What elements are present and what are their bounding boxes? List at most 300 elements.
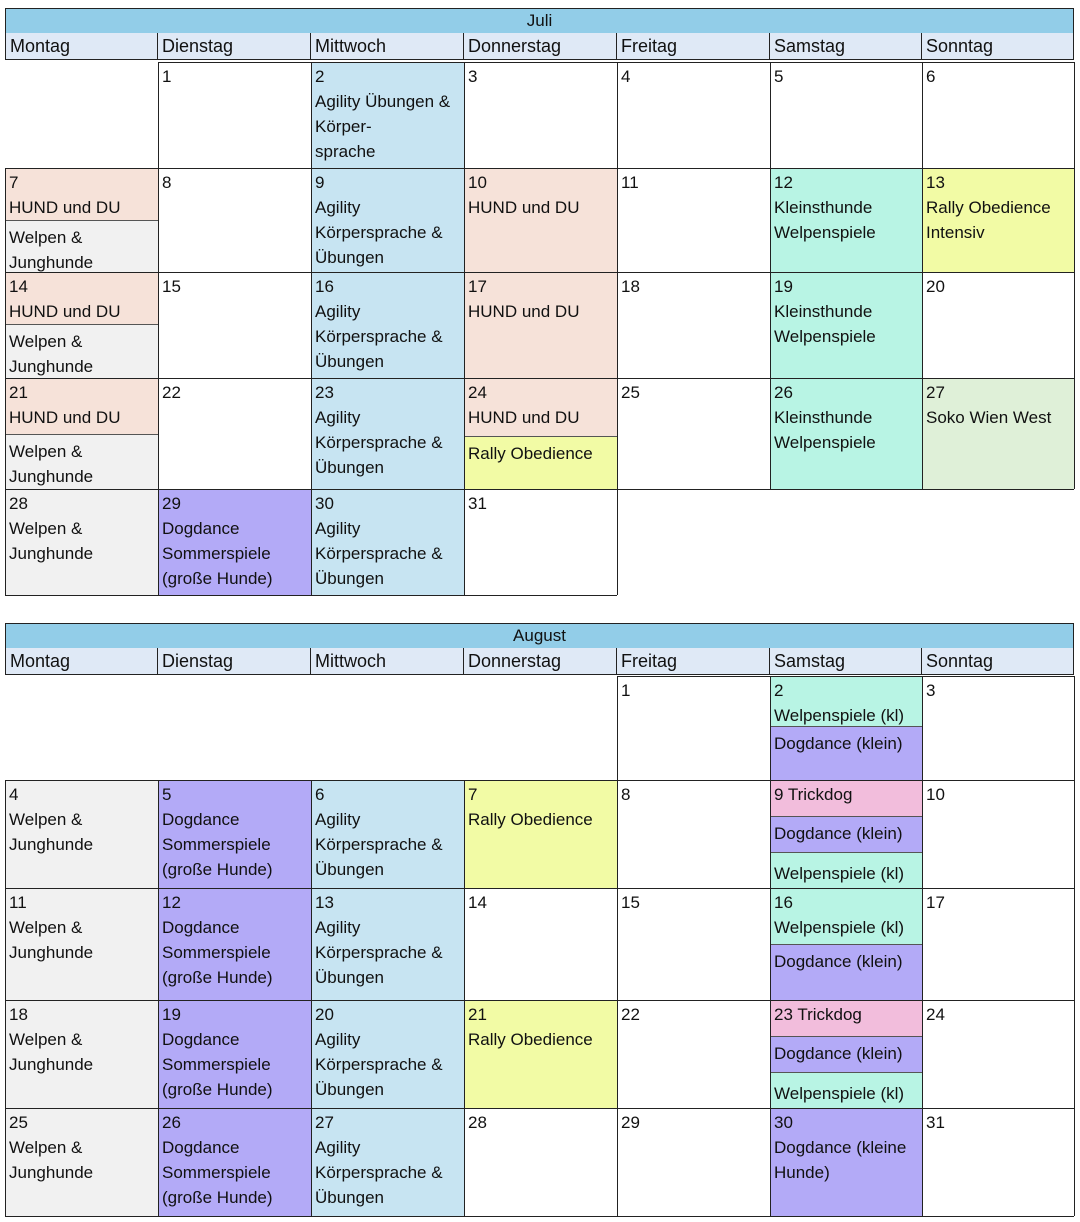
event-text: Welpen & [9, 1030, 83, 1049]
grid-line [617, 168, 618, 272]
weekday-samstag: Samstag [770, 648, 922, 675]
grid-line [158, 272, 311, 273]
grid-line [617, 888, 770, 889]
calendar-august [5, 623, 1074, 1216]
event-text: Soko Wien West [926, 408, 1052, 427]
weekday-freitag: Freitag [617, 33, 770, 60]
event-text: HUND und DU [9, 302, 121, 321]
day-cell [770, 272, 922, 378]
day-cell [617, 168, 770, 272]
grid-line [464, 272, 465, 378]
grid-line [617, 168, 770, 169]
event-text: Agility [315, 810, 361, 829]
day-number: 12 [162, 893, 181, 912]
weekday-montag: Montag [5, 33, 158, 60]
day-entry [158, 1000, 311, 1108]
day-number: 16 [774, 893, 793, 912]
day-number: 10 [926, 785, 945, 804]
day-cell [922, 780, 1074, 888]
grid-line [464, 168, 465, 272]
day-cell [922, 168, 1074, 272]
grid-line [922, 888, 923, 1000]
grid-line [617, 272, 618, 378]
day-number: 11 [9, 893, 27, 912]
grid-line [158, 62, 311, 63]
event-text: HUND und DU [468, 408, 580, 427]
day-entry [5, 888, 158, 1000]
day-entry [311, 378, 464, 489]
day-number: 25 [621, 383, 640, 402]
event-text: Dogdance (klein) [774, 1044, 903, 1063]
grid-line [922, 676, 1074, 677]
event-text: Übungen [315, 569, 385, 588]
weekday-montag: Montag [5, 648, 158, 675]
grid-line [311, 62, 312, 168]
day-number: 4 [621, 67, 631, 86]
entry-divider [770, 816, 922, 817]
event-text: Agility [315, 1138, 361, 1157]
grid-line [5, 168, 6, 272]
entry-divider [770, 852, 922, 853]
grid-line [617, 1000, 618, 1108]
day-cell [158, 62, 311, 168]
weekday-mittwoch: Mittwoch [311, 33, 464, 60]
event-text: Dogdance [162, 918, 240, 937]
event-text: Dogdance (klein) [774, 824, 903, 843]
day-number: 26 [162, 1113, 181, 1132]
grid-line [464, 1108, 617, 1109]
grid-line [464, 272, 617, 273]
grid-line [5, 780, 6, 888]
day-cell [311, 378, 464, 489]
grid-line [617, 489, 618, 595]
day-entry [617, 168, 770, 272]
event-text: (große Hunde) [162, 968, 273, 987]
extra-entry [5, 220, 158, 272]
day-cell [311, 62, 464, 168]
grid-line [770, 272, 922, 273]
day-number: 17 [926, 893, 945, 912]
event-text: (große Hunde) [162, 1080, 273, 1099]
day-entry [922, 676, 1074, 780]
day-entry [464, 1000, 617, 1108]
day-number: 3 [468, 67, 478, 86]
day-entry [5, 378, 158, 434]
day-number: 19 [162, 1005, 181, 1024]
day-number: 28 [468, 1113, 487, 1132]
grid-line [617, 62, 770, 63]
day-number: 7 [9, 173, 19, 192]
day-entry [5, 1000, 158, 1108]
event-text: Agility [315, 408, 361, 427]
grid-line [617, 1108, 770, 1109]
event-text: Körpersprache & [315, 223, 443, 242]
day-entry [464, 489, 617, 595]
day-cell [311, 1000, 464, 1108]
day-number: 29 [162, 494, 181, 513]
grid-line [464, 1000, 617, 1001]
grid-line [1074, 676, 1075, 780]
event-text: Dogdance [162, 1030, 240, 1049]
day-number: 1 [162, 67, 172, 86]
event-text: Körpersprache & [315, 1163, 443, 1182]
grid-line [770, 780, 922, 781]
event-text: (große Hunde) [162, 860, 273, 879]
grid-line [5, 378, 158, 379]
event-text: Dogdance [162, 519, 240, 538]
day-number: 2 [774, 681, 784, 700]
day-entry [158, 168, 311, 272]
day-entry [5, 272, 158, 324]
day-entry [617, 780, 770, 888]
extra-entry [770, 1072, 922, 1108]
grid-line [158, 1000, 159, 1108]
day-number: 1 [621, 681, 631, 700]
day-cell [311, 168, 464, 272]
day-number: 2 [315, 67, 325, 86]
grid-line [5, 1216, 158, 1217]
day-number: 5 [162, 785, 172, 804]
event-text: Körpersprache & [315, 1055, 443, 1074]
grid-line [311, 1000, 312, 1108]
event-text: Kleinsthunde [774, 408, 873, 427]
grid-line [1074, 168, 1075, 272]
grid-line [158, 489, 311, 490]
grid-line [5, 1108, 158, 1109]
day-cell [770, 1108, 922, 1216]
grid-line [5, 1000, 158, 1001]
extra-entry [770, 816, 922, 852]
entry-divider [770, 1036, 922, 1037]
day-entry [311, 272, 464, 378]
extra-entry [770, 1036, 922, 1072]
day-number: 4 [9, 785, 19, 804]
day-entry [617, 676, 770, 780]
day-number: 31 [468, 494, 487, 513]
day-entry [158, 489, 311, 595]
weekday-samstag: Samstag [770, 33, 922, 60]
event-text: Übungen [315, 1080, 385, 1099]
day-number: 21 [9, 383, 28, 402]
grid-line [770, 1000, 922, 1001]
day-cell [464, 888, 617, 1000]
day-number: 17 [468, 277, 487, 296]
day-cell [5, 1000, 158, 1108]
day-entry [922, 378, 1074, 489]
grid-line [1074, 1000, 1075, 1108]
event-text: Agility Übungen & [315, 92, 451, 111]
day-entry [922, 168, 1074, 272]
event-text: Welpen & [9, 1138, 83, 1157]
day-number: 29 [621, 1113, 640, 1132]
grid-line [5, 272, 6, 378]
day-number: 6 [315, 785, 325, 804]
grid-line [464, 888, 617, 889]
day-cell [5, 378, 158, 489]
grid-line [311, 272, 464, 273]
grid-line [5, 489, 6, 595]
grid-line [464, 595, 617, 596]
grid-line [922, 1216, 1074, 1217]
day-entry [5, 780, 158, 888]
entry-divider [5, 220, 158, 221]
event-text: sprache [315, 142, 376, 161]
event-text: HUND und DU [468, 198, 580, 217]
day-number: 21 [468, 1005, 487, 1024]
event-text: Junghunde [9, 943, 94, 962]
grid-line [5, 168, 158, 169]
grid-line [311, 1000, 464, 1001]
event-text: Welpen & [9, 442, 83, 461]
event-text: Körper- [315, 117, 372, 136]
day-number: 30 [315, 494, 334, 513]
grid-line [1074, 1108, 1075, 1216]
grid-line [311, 1216, 464, 1217]
event-text: (große Hunde) [162, 1188, 273, 1207]
grid-line [158, 780, 159, 888]
day-entry [5, 1108, 158, 1216]
day-entry [464, 62, 617, 168]
grid-line [1074, 780, 1075, 888]
grid-line [1074, 272, 1075, 378]
day-cell [158, 780, 311, 888]
day-number: 26 [774, 383, 793, 402]
day-cell [617, 1000, 770, 1108]
grid-line [1074, 62, 1075, 168]
day-entry [464, 888, 617, 1000]
day-entry [158, 888, 311, 1000]
event-text: Rally Obedience [926, 198, 1051, 217]
grid-line [464, 1216, 617, 1217]
day-number: 27 [926, 383, 945, 402]
grid-line [5, 595, 158, 596]
event-text: HUND und DU [9, 198, 121, 217]
grid-line [770, 378, 922, 379]
day-cell [464, 62, 617, 168]
grid-line [311, 1108, 464, 1109]
grid-line [464, 62, 465, 168]
event-text: Sommerspiele [162, 544, 271, 563]
grid-line [770, 62, 771, 168]
day-number: 6 [926, 67, 936, 86]
grid-line [617, 272, 770, 273]
grid-line [922, 272, 923, 378]
day-number: 20 [315, 1005, 334, 1024]
day-cell [464, 272, 617, 378]
grid-line [158, 1108, 159, 1216]
day-entry [922, 272, 1074, 378]
event-text: Junghunde [9, 544, 94, 563]
weekday-freitag: Freitag [617, 648, 770, 675]
day-cell [464, 780, 617, 888]
day-entry [770, 1108, 922, 1216]
grid-line [311, 780, 464, 781]
grid-line [617, 489, 770, 490]
day-entry [5, 489, 158, 595]
grid-line [617, 1000, 770, 1001]
day-number: 31 [926, 1113, 945, 1132]
entry-divider [5, 434, 158, 435]
event-text: Sommerspiele [162, 835, 271, 854]
day-entry [770, 676, 922, 726]
day-entry [311, 168, 464, 272]
day-cell [5, 1108, 158, 1216]
day-number: 13 [315, 893, 334, 912]
event-text: Rally Obedience [468, 444, 593, 463]
day-cell [464, 378, 617, 489]
weekday-donnerstag: Donnerstag [464, 33, 617, 60]
day-cell [158, 489, 311, 595]
weekday-donnerstag: Donnerstag [464, 648, 617, 675]
weekday-sonntag: Sonntag [922, 648, 1074, 675]
day-number: 9 [315, 173, 325, 192]
day-number: 28 [9, 494, 28, 513]
day-entry [464, 1108, 617, 1216]
grid-line [770, 489, 922, 490]
grid-line [464, 780, 617, 781]
grid-line [311, 489, 312, 595]
event-text: Dogdance [162, 810, 240, 829]
event-text: Junghunde [9, 1163, 94, 1182]
grid-line [311, 168, 312, 272]
day-number: 3 [926, 681, 936, 700]
day-cell [311, 1108, 464, 1216]
grid-line [617, 378, 770, 379]
grid-line [5, 489, 158, 490]
day-cell [922, 1000, 1074, 1108]
day-cell [617, 272, 770, 378]
grid-line [922, 272, 1074, 273]
grid-line [158, 1000, 311, 1001]
event-text: Intensiv [926, 223, 985, 242]
event-text: HUND und DU [9, 408, 121, 427]
event-text: Welpenspiele [774, 433, 876, 452]
day-cell [617, 62, 770, 168]
day-cell [770, 62, 922, 168]
grid-line [311, 888, 464, 889]
event-text: Körpersprache & [315, 943, 443, 962]
grid-line [770, 888, 771, 1000]
day-entry [158, 780, 311, 888]
event-text: Welpenspiele (kl) [774, 706, 905, 725]
event-text: Rally Obedience [468, 810, 593, 829]
grid-line [311, 489, 464, 490]
day-entry [464, 378, 617, 436]
grid-line [158, 378, 159, 489]
day-cell [922, 378, 1074, 489]
grid-line [5, 1000, 6, 1108]
extra-entry [464, 436, 617, 489]
grid-line [922, 780, 923, 888]
event-text: Welpen & [9, 228, 83, 247]
day-cell [158, 1000, 311, 1108]
event-text: Dogdance (klein) [774, 952, 903, 971]
day-entry [922, 888, 1074, 1000]
day-entry [311, 888, 464, 1000]
event-text: Übungen [315, 248, 385, 267]
day-number: 24 [468, 383, 487, 402]
day-number: 10 [468, 173, 487, 192]
grid-line [5, 888, 158, 889]
event-text: Hunde) [774, 1163, 830, 1182]
event-text: Übungen [315, 968, 385, 987]
day-entry [5, 168, 158, 220]
day-number: 13 [926, 173, 945, 192]
grid-line [464, 489, 465, 595]
day-cell [770, 676, 922, 780]
day-entry [770, 888, 922, 944]
event-text: Sommerspiele [162, 943, 271, 962]
grid-line [922, 1108, 923, 1216]
event-text: Dogdance (kleine [774, 1138, 907, 1157]
day-cell [922, 888, 1074, 1000]
day-cell [464, 1000, 617, 1108]
day-number: 8 [162, 173, 172, 192]
day-entry [311, 1000, 464, 1108]
extra-entry [5, 324, 158, 378]
grid-line [5, 888, 6, 1000]
grid-line [158, 272, 159, 378]
event-text: Übungen [315, 1188, 385, 1207]
entry-divider [464, 436, 617, 437]
day-cell [464, 168, 617, 272]
grid-line [617, 676, 770, 677]
grid-line [922, 62, 1074, 63]
day-entry [158, 378, 311, 489]
grid-line [5, 272, 158, 273]
day-entry [617, 888, 770, 1000]
grid-line [5, 1108, 6, 1216]
event-text: Welpenspiele [774, 223, 876, 242]
day-entry [311, 780, 464, 888]
day-entry [617, 272, 770, 378]
grid-line [922, 378, 1074, 379]
day-cell [464, 1108, 617, 1216]
grid-line [770, 1108, 922, 1109]
grid-line [922, 62, 923, 168]
grid-line [617, 1216, 770, 1217]
grid-line [922, 780, 1074, 781]
event-text: (große Hunde) [162, 569, 273, 588]
event-text: Körpersprache & [315, 544, 443, 563]
grid-line [311, 62, 464, 63]
grid-line [770, 168, 771, 272]
day-number: 27 [315, 1113, 334, 1132]
day-number: 24 [926, 1005, 945, 1024]
grid-line [922, 378, 923, 489]
grid-line [464, 1108, 465, 1216]
grid-line [311, 1108, 312, 1216]
grid-line [770, 1000, 771, 1108]
day-entry [464, 780, 617, 888]
day-cell [617, 888, 770, 1000]
day-number: 14 [9, 277, 28, 296]
grid-line [311, 780, 312, 888]
day-cell [311, 489, 464, 595]
day-entry [158, 1108, 311, 1216]
day-cell [311, 888, 464, 1000]
day-entry [770, 62, 922, 168]
event-text: Welpenspiele (kl) [774, 864, 905, 883]
day-entry [617, 62, 770, 168]
day-entry [922, 1000, 1074, 1108]
grid-line [158, 168, 159, 272]
day-cell [158, 1108, 311, 1216]
event-text: Dogdance (klein) [774, 734, 903, 753]
event-text: Übungen [315, 860, 385, 879]
day-cell [770, 888, 922, 1000]
day-number: 30 [774, 1113, 793, 1132]
